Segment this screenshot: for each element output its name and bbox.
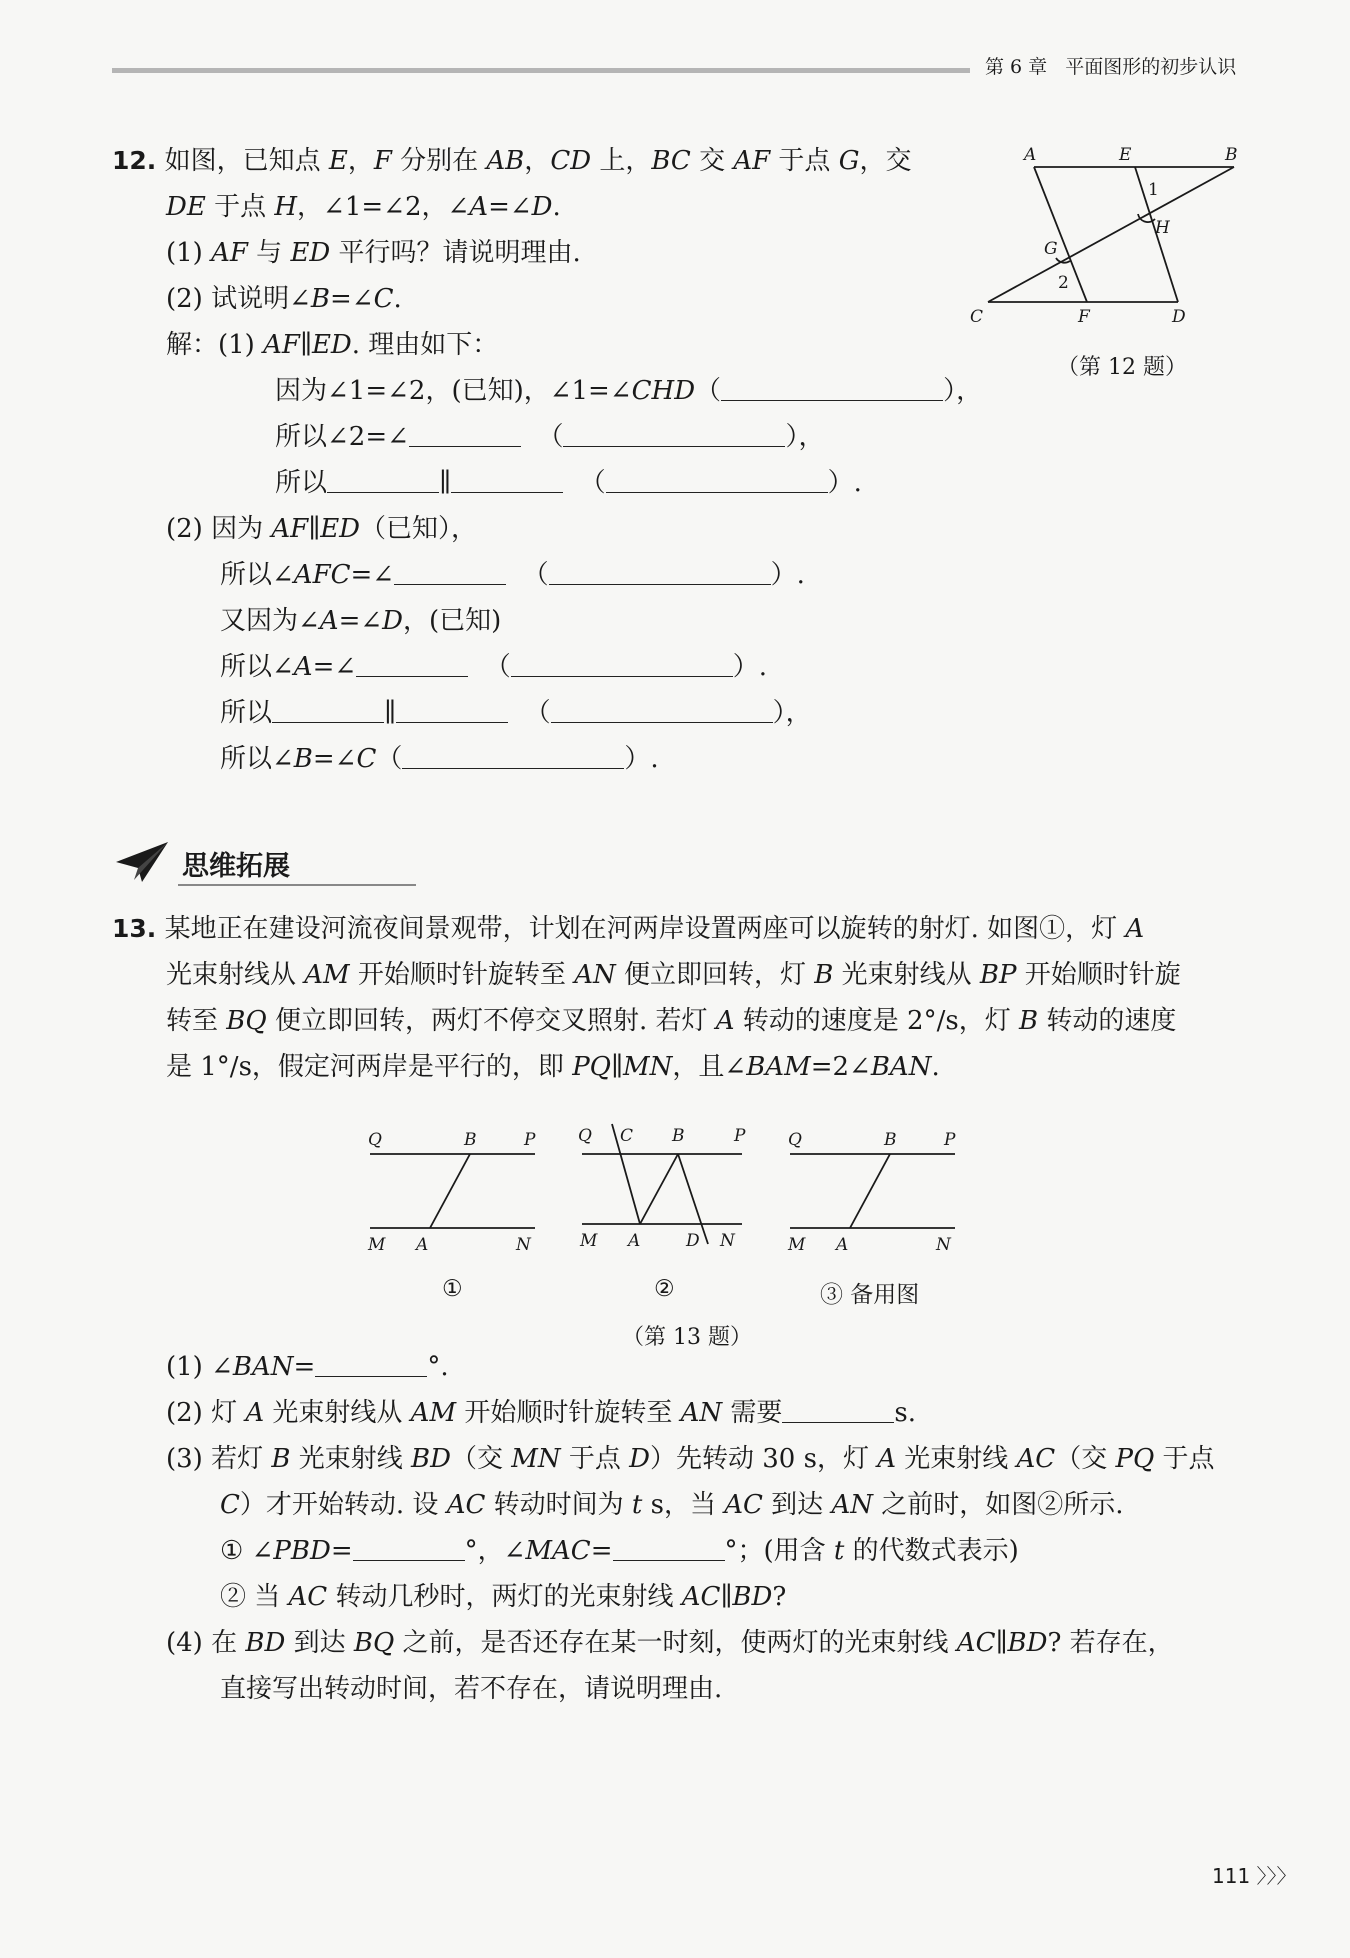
text: 光束射线 [290,1444,411,1474]
text: . [931,1052,940,1082]
q12-part1 [166,236,581,270]
text: D [531,192,553,222]
text: ED [290,238,331,268]
q13-figure-caption: （第 13 题） [622,1325,752,1350]
text: MN [623,1052,673,1082]
q13-part1 [166,1350,449,1384]
label-a: A [416,1235,429,1255]
text: =∠ [338,606,383,636]
text: 所以∠ [220,652,294,682]
fig3-caption: ③ 备用图 [820,1282,920,1308]
label-m: M [580,1231,598,1251]
segment-ab [850,1154,890,1228]
text: 解：(1) [166,330,264,360]
text: H [274,192,298,222]
text: 光束射线从 [166,960,305,990]
text: AF [271,514,309,544]
text: 与 [247,238,291,268]
text: 开始顺时针旋转至 [349,960,575,990]
text: ∥ [308,514,321,544]
text: A [245,1398,265,1428]
text: ）. [624,744,659,774]
text: 分别在 [391,146,487,176]
text: ， [524,146,551,176]
segment-ab [640,1154,678,1224]
text: BD [732,1582,773,1612]
label-n: N [936,1235,951,1255]
page-number-value: 111 [1212,1864,1251,1888]
text: 便立即回转，灯 [615,960,815,990]
answer-blank[interactable] [409,424,521,447]
text: A [1125,914,1145,944]
text: AB [486,146,525,176]
text: BQ [353,1628,395,1658]
section-title: 思维拓展 [182,851,290,882]
text: 转至 [166,1006,227,1036]
text: ）先转动 30 s，灯 [649,1444,878,1474]
text: s. [894,1398,917,1428]
text: 开始顺时针旋 [1016,960,1181,990]
text: ED [311,330,352,360]
text: F [373,146,392,176]
q12-step9 [220,742,659,776]
text: ）. [732,652,767,682]
text: PBD [273,1536,331,1566]
text: （ [522,560,549,590]
text: 上， [591,146,652,176]
text: E [328,146,348,176]
text: CD [550,146,592,176]
text: MN [511,1444,561,1474]
text: = [293,1352,316,1382]
header-chapter: 第 6 章 [985,56,1048,78]
text: ，且∠ [672,1052,747,1082]
segment-bc [988,167,1234,302]
text: t [631,1490,643,1520]
running-header [985,52,1236,79]
segment-ab [430,1154,470,1228]
text: ）. [827,468,862,498]
text: C [356,744,377,774]
q13-part2 [166,1396,916,1430]
text: A [715,1006,735,1036]
q13-part3 [166,1442,1215,1476]
text: 某地正在建设河流夜间景观带，计划在河两岸设置两座可以旋转的射灯. 如图①，灯 [164,914,1126,944]
q12-step3 [275,466,862,500]
answer-blank[interactable] [327,470,439,493]
label-b: B [1225,145,1238,165]
label-f: F [1078,307,1090,327]
fig2-caption: ② [654,1276,675,1302]
answer-blank[interactable] [315,1354,427,1377]
text: BAN [232,1352,294,1382]
text: 因为∠1=∠2，(已知)，∠1=∠ [275,376,632,406]
text: 如图，已知点 [164,146,329,176]
text: 到达 [285,1628,354,1658]
text: =∠ [488,192,532,222]
text: (1) ∠ [166,1352,233,1382]
text: ，交 [859,146,912,176]
text: 于点 [205,192,275,222]
text: 便立即回转，两灯不停交叉照射. 若灯 [266,1006,716,1036]
text: °，∠ [464,1536,526,1566]
label-d: D [1172,307,1186,327]
text: 开始顺时针旋转至 [456,1398,681,1428]
text: A [469,192,489,222]
paper-plane-icon [112,838,172,888]
text: 的代数式表示) [844,1536,1019,1566]
q12-figure-caption: （第 12 题） [1057,355,1187,380]
answer-blank[interactable] [394,562,506,585]
q12-step5 [220,558,805,592]
text: 之前，是否还存在某一时刻，使两灯的光束射线 [394,1628,957,1658]
text: ② 当 [220,1582,289,1612]
answer-blank[interactable] [606,470,828,493]
text: PQ [572,1052,611,1082]
text: 于点 [770,146,839,176]
text: （已知）， [360,514,478,544]
text: 平行吗？请说明理由. [330,238,581,268]
answer-blank[interactable] [356,654,468,677]
q13-part4 [166,1626,1174,1660]
text: ED [320,514,361,544]
answer-blank[interactable] [551,700,773,723]
text: ）. [770,560,805,590]
q13-figure-3 [780,1120,970,1260]
label-d: D [686,1231,700,1251]
text: 交 [690,146,734,176]
text: 转动时间为 [485,1490,632,1520]
text: ，(已知) [403,606,502,636]
text: AM [410,1398,457,1428]
text: ∥ [439,468,452,498]
text: BD [1007,1628,1048,1658]
answer-blank[interactable] [563,424,785,447]
label-p: P [524,1130,536,1150]
text: （ [524,698,551,728]
text: ? [772,1582,787,1612]
q12-step6 [220,604,501,638]
text: AC [724,1490,763,1520]
text: BP [979,960,1017,990]
label-a: A [628,1231,641,1251]
label-a: A [836,1235,849,1255]
label-n: N [516,1235,531,1255]
q12-step1 [275,374,982,408]
answer-blank[interactable] [402,746,624,769]
q13-part3-sub1 [220,1534,1019,1568]
text: ， [347,146,374,176]
text: 需要 [722,1398,783,1428]
text: ，∠1=∠2，∠ [297,192,470,222]
text: AC [446,1490,486,1520]
text: MAC [525,1536,591,1566]
text: s，当 [642,1490,725,1520]
text: ∥ [384,698,397,728]
text: 所以 [220,698,273,728]
q12-part2-solution [166,512,477,546]
answer-blank[interactable] [511,654,733,677]
text: (3) 若灯 [166,1444,272,1474]
text: （交 [1055,1444,1116,1474]
text: 所以∠ [220,744,294,774]
answer-blank[interactable] [353,1538,465,1561]
text: AF [733,146,771,176]
text: D [382,606,404,636]
text: （ [695,376,722,406]
text: ）， [785,422,825,452]
text: （ [376,744,403,774]
text: ? 若存在， [1047,1628,1174,1658]
text: t [833,1536,845,1566]
text: 转动的速度 [1038,1006,1177,1036]
label-p: P [944,1130,956,1150]
text: B [814,960,834,990]
text: °；(用含 [724,1536,834,1566]
text: ∥ [299,330,312,360]
text: ① ∠ [220,1536,274,1566]
text: AFC [293,560,351,590]
text: CHD [631,376,696,406]
page-arrows-icon: 〉〉〉 [1256,1864,1297,1888]
label-q: Q [368,1130,382,1150]
text: 到达 [762,1490,832,1520]
text: C [373,284,394,314]
text: AC [956,1628,996,1658]
page-number [1212,1860,1297,1889]
text: B [1018,1006,1039,1036]
text: =∠ [312,652,357,682]
text: ∥ [611,1052,624,1082]
text: =2∠ [810,1052,871,1082]
text: AC [681,1582,721,1612]
label-q: Q [578,1126,592,1146]
label-e: E [1119,145,1132,165]
text: = [330,1536,353,1566]
text: . [552,192,561,222]
q12-number: 12. [112,146,157,175]
answer-blank[interactable] [613,1538,725,1561]
q13-part3-sub2 [220,1580,786,1614]
q12-step7 [220,650,767,684]
q13-figure-2 [570,1116,760,1256]
text: (2) 试说明∠ [166,284,311,314]
text: B [271,1444,291,1474]
header-rule [112,68,970,73]
text: 光束射线 [896,1444,1017,1474]
text: （ [484,652,511,682]
text: BQ [226,1006,267,1036]
fig1-caption: ① [442,1276,463,1302]
text: (4) 在 [166,1628,246,1658]
q13-part3-line2 [220,1488,1124,1522]
text: 转动的速度是 2°/s，灯 [734,1006,1019,1036]
text: （ [537,422,564,452]
text: AF [211,238,248,268]
text: AN [574,960,616,990]
text: BD [411,1444,451,1474]
text: = [590,1536,613,1566]
label-angle-1: 1 [1148,180,1159,200]
text: G [838,146,860,176]
text: BD [245,1628,286,1658]
text: (1) [166,238,212,268]
text: A [319,606,339,636]
label-b: B [884,1130,897,1150]
text: ∥ [995,1628,1008,1658]
label-angle-2: 2 [1058,273,1069,293]
text: AC [288,1582,328,1612]
label-b: B [672,1126,685,1146]
text: BAN [870,1052,932,1082]
q12-figure [960,140,1260,340]
q12-step2 [275,420,824,454]
text: 之前时，如图②所示. [872,1490,1124,1520]
text: ∥ [720,1582,733,1612]
text: 光束射线从 [833,960,980,990]
label-c: C [620,1126,634,1146]
text: (2) 因为 [166,514,272,544]
label-c: C [970,307,984,327]
text: =∠ [330,284,374,314]
text: 又因为∠ [220,606,320,636]
q13-stem-line3 [166,1004,1176,1038]
text: 所以∠2=∠ [275,422,409,452]
text: . 理由如下： [351,330,499,360]
label-a: A [1024,145,1037,165]
header-title: 平面图形的初步认识 [1065,56,1237,78]
text: 于点 [560,1444,630,1474]
q12-stem-line2 [166,190,561,224]
text: 于点 [1154,1444,1215,1474]
text: =∠ [350,560,395,590]
text: PQ [1115,1444,1155,1474]
q12-solution-intro [166,328,498,362]
label-m: M [788,1235,806,1255]
text: AC [1016,1444,1056,1474]
label-p: P [734,1126,746,1146]
label-q: Q [788,1130,802,1150]
text: BAM [746,1052,811,1082]
q13-number: 13. [112,914,157,943]
q12-part2 [166,282,402,316]
text: AN [831,1490,873,1520]
q13-figure-1 [360,1120,550,1260]
text: B [293,744,313,774]
label-b: B [464,1130,477,1150]
q13-stem-line1 [112,912,1144,946]
text: （交 [450,1444,512,1474]
text: 所以 [275,468,328,498]
label-h: H [1155,218,1170,238]
answer-blank[interactable] [721,378,943,401]
text: °. [427,1352,449,1382]
text: BC [651,146,691,176]
text: . [393,284,402,314]
text: AN [680,1398,723,1428]
text: B [310,284,330,314]
q13-stem-line2 [166,958,1181,992]
answer-blank[interactable] [451,470,563,493]
label-g: G [1044,239,1058,259]
answer-blank[interactable] [549,562,771,585]
text: ）， [772,698,812,728]
q13-part4-line2: 直接写出转动时间，若不存在，请说明理由. [220,1674,723,1704]
q12-stem-line1 [112,144,912,178]
q13-stem-line4 [166,1050,940,1084]
text: C [220,1490,240,1520]
text: 所以∠ [220,560,294,590]
text: ）， [943,376,983,406]
text: 是 1°/s，假定河两岸是平行的，即 [166,1052,573,1082]
answer-blank[interactable] [396,700,508,723]
text: ）才开始转动. 设 [239,1490,447,1520]
text: =∠ [312,744,357,774]
q12-step8 [220,696,812,730]
label-n: N [720,1231,735,1251]
answer-blank[interactable] [272,700,384,723]
text: A [877,1444,896,1474]
text: 转动几秒时，两灯的光束射线 [327,1582,682,1612]
text: DE [166,192,206,222]
text: AM [304,960,350,990]
answer-blank[interactable] [782,1400,894,1423]
section-rule [178,884,416,886]
label-m: M [368,1235,386,1255]
text: AF [263,330,300,360]
text: (2) 灯 [166,1398,246,1428]
text: A [293,652,313,682]
text: 光束射线从 [264,1398,411,1428]
text: D [629,1444,650,1474]
text: （ [579,468,606,498]
